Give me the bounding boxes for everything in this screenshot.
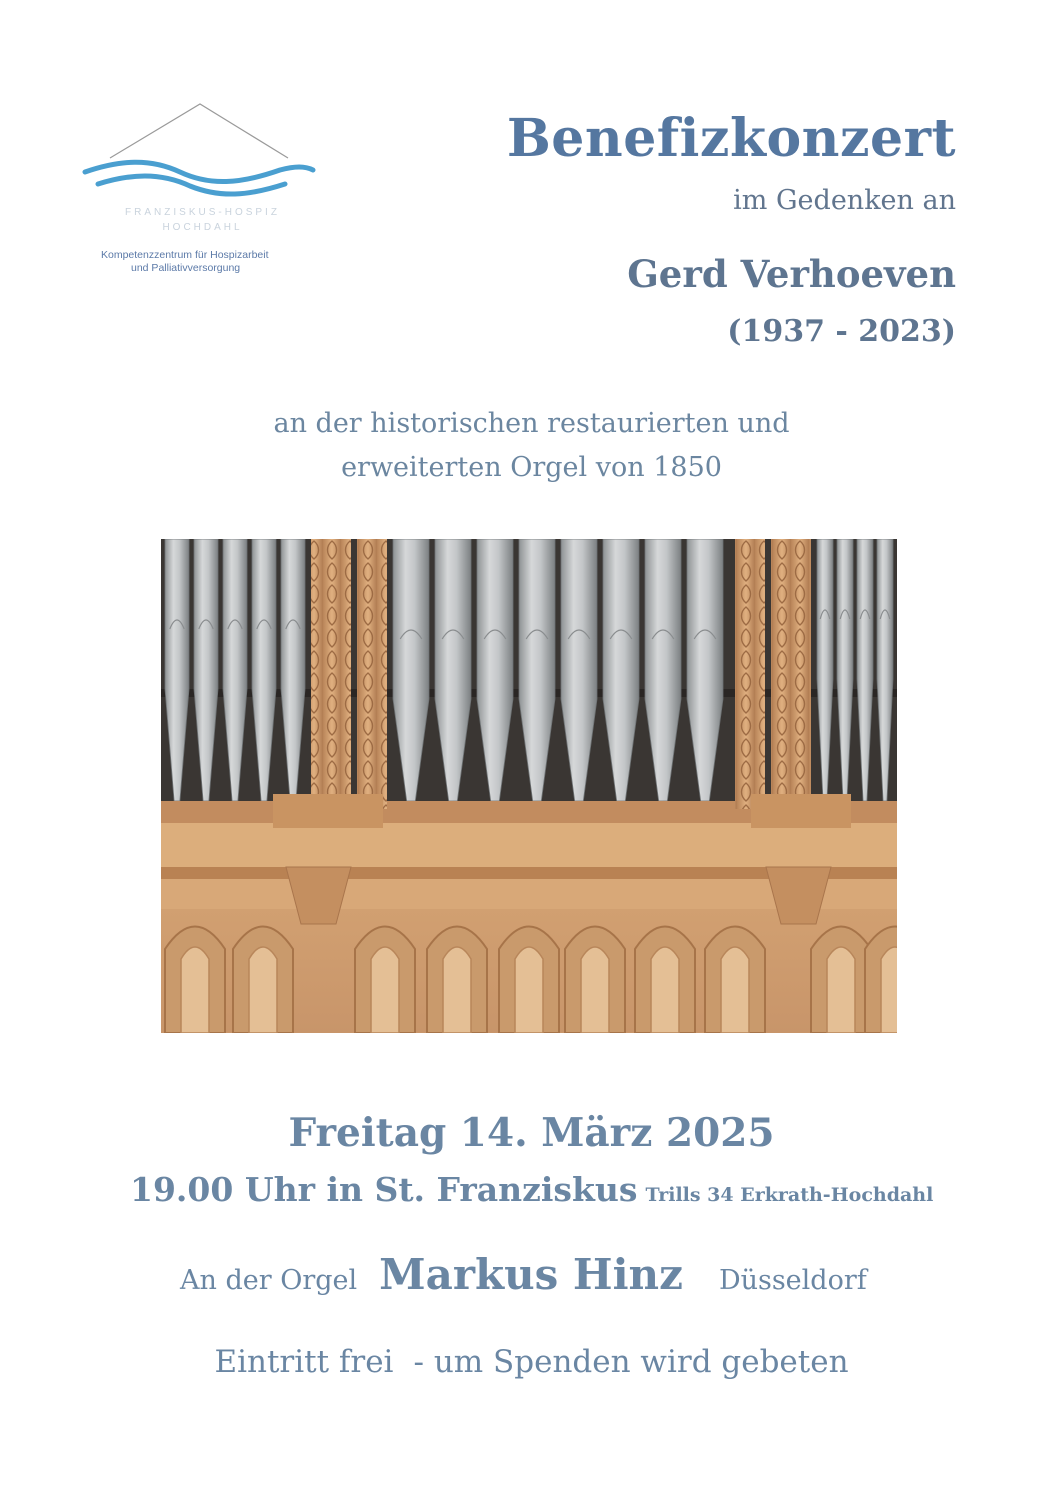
logo-line-2: HOCHDAHL bbox=[162, 222, 243, 233]
honoree-name: Gerd Verhoeven bbox=[627, 252, 956, 296]
organist-name: Markus Hinz bbox=[379, 1250, 683, 1299]
entry-free: Eintritt frei bbox=[214, 1344, 394, 1380]
organist-city: Düsseldorf bbox=[718, 1265, 867, 1296]
logo-line-1: FRANZISKUS-HOSPIZ bbox=[125, 207, 280, 218]
event-address: Trills 34 Erkrath-Hochdahl bbox=[645, 1184, 934, 1206]
concert-title: Benefizkonzert bbox=[506, 108, 956, 169]
memorial-subtitle: im Gedenken an bbox=[733, 185, 956, 216]
logo-line-4: und Palliativversorgung bbox=[131, 262, 241, 274]
donation-note: - um Spenden wird gebeten bbox=[413, 1344, 849, 1380]
entry-info bbox=[0, 1344, 1058, 1380]
organ-pipes-image bbox=[161, 539, 897, 1033]
event-time-place bbox=[130, 1170, 933, 1209]
description-line-2: erweiterten Orgel von 1850 bbox=[341, 452, 722, 483]
organist-label: An der Orgel bbox=[180, 1265, 358, 1296]
event-time: 19.00 Uhr in St. Franziskus bbox=[130, 1170, 638, 1209]
honoree-years: (1937 - 2023) bbox=[727, 314, 956, 349]
description-line-1: an der historischen restaurierten und bbox=[273, 408, 790, 439]
event-date: Freitag 14. März 2025 bbox=[288, 1110, 775, 1156]
logo-line-3: Kompetenzzentrum für Hospizarbeit bbox=[101, 249, 269, 261]
organist-line bbox=[180, 1250, 867, 1299]
